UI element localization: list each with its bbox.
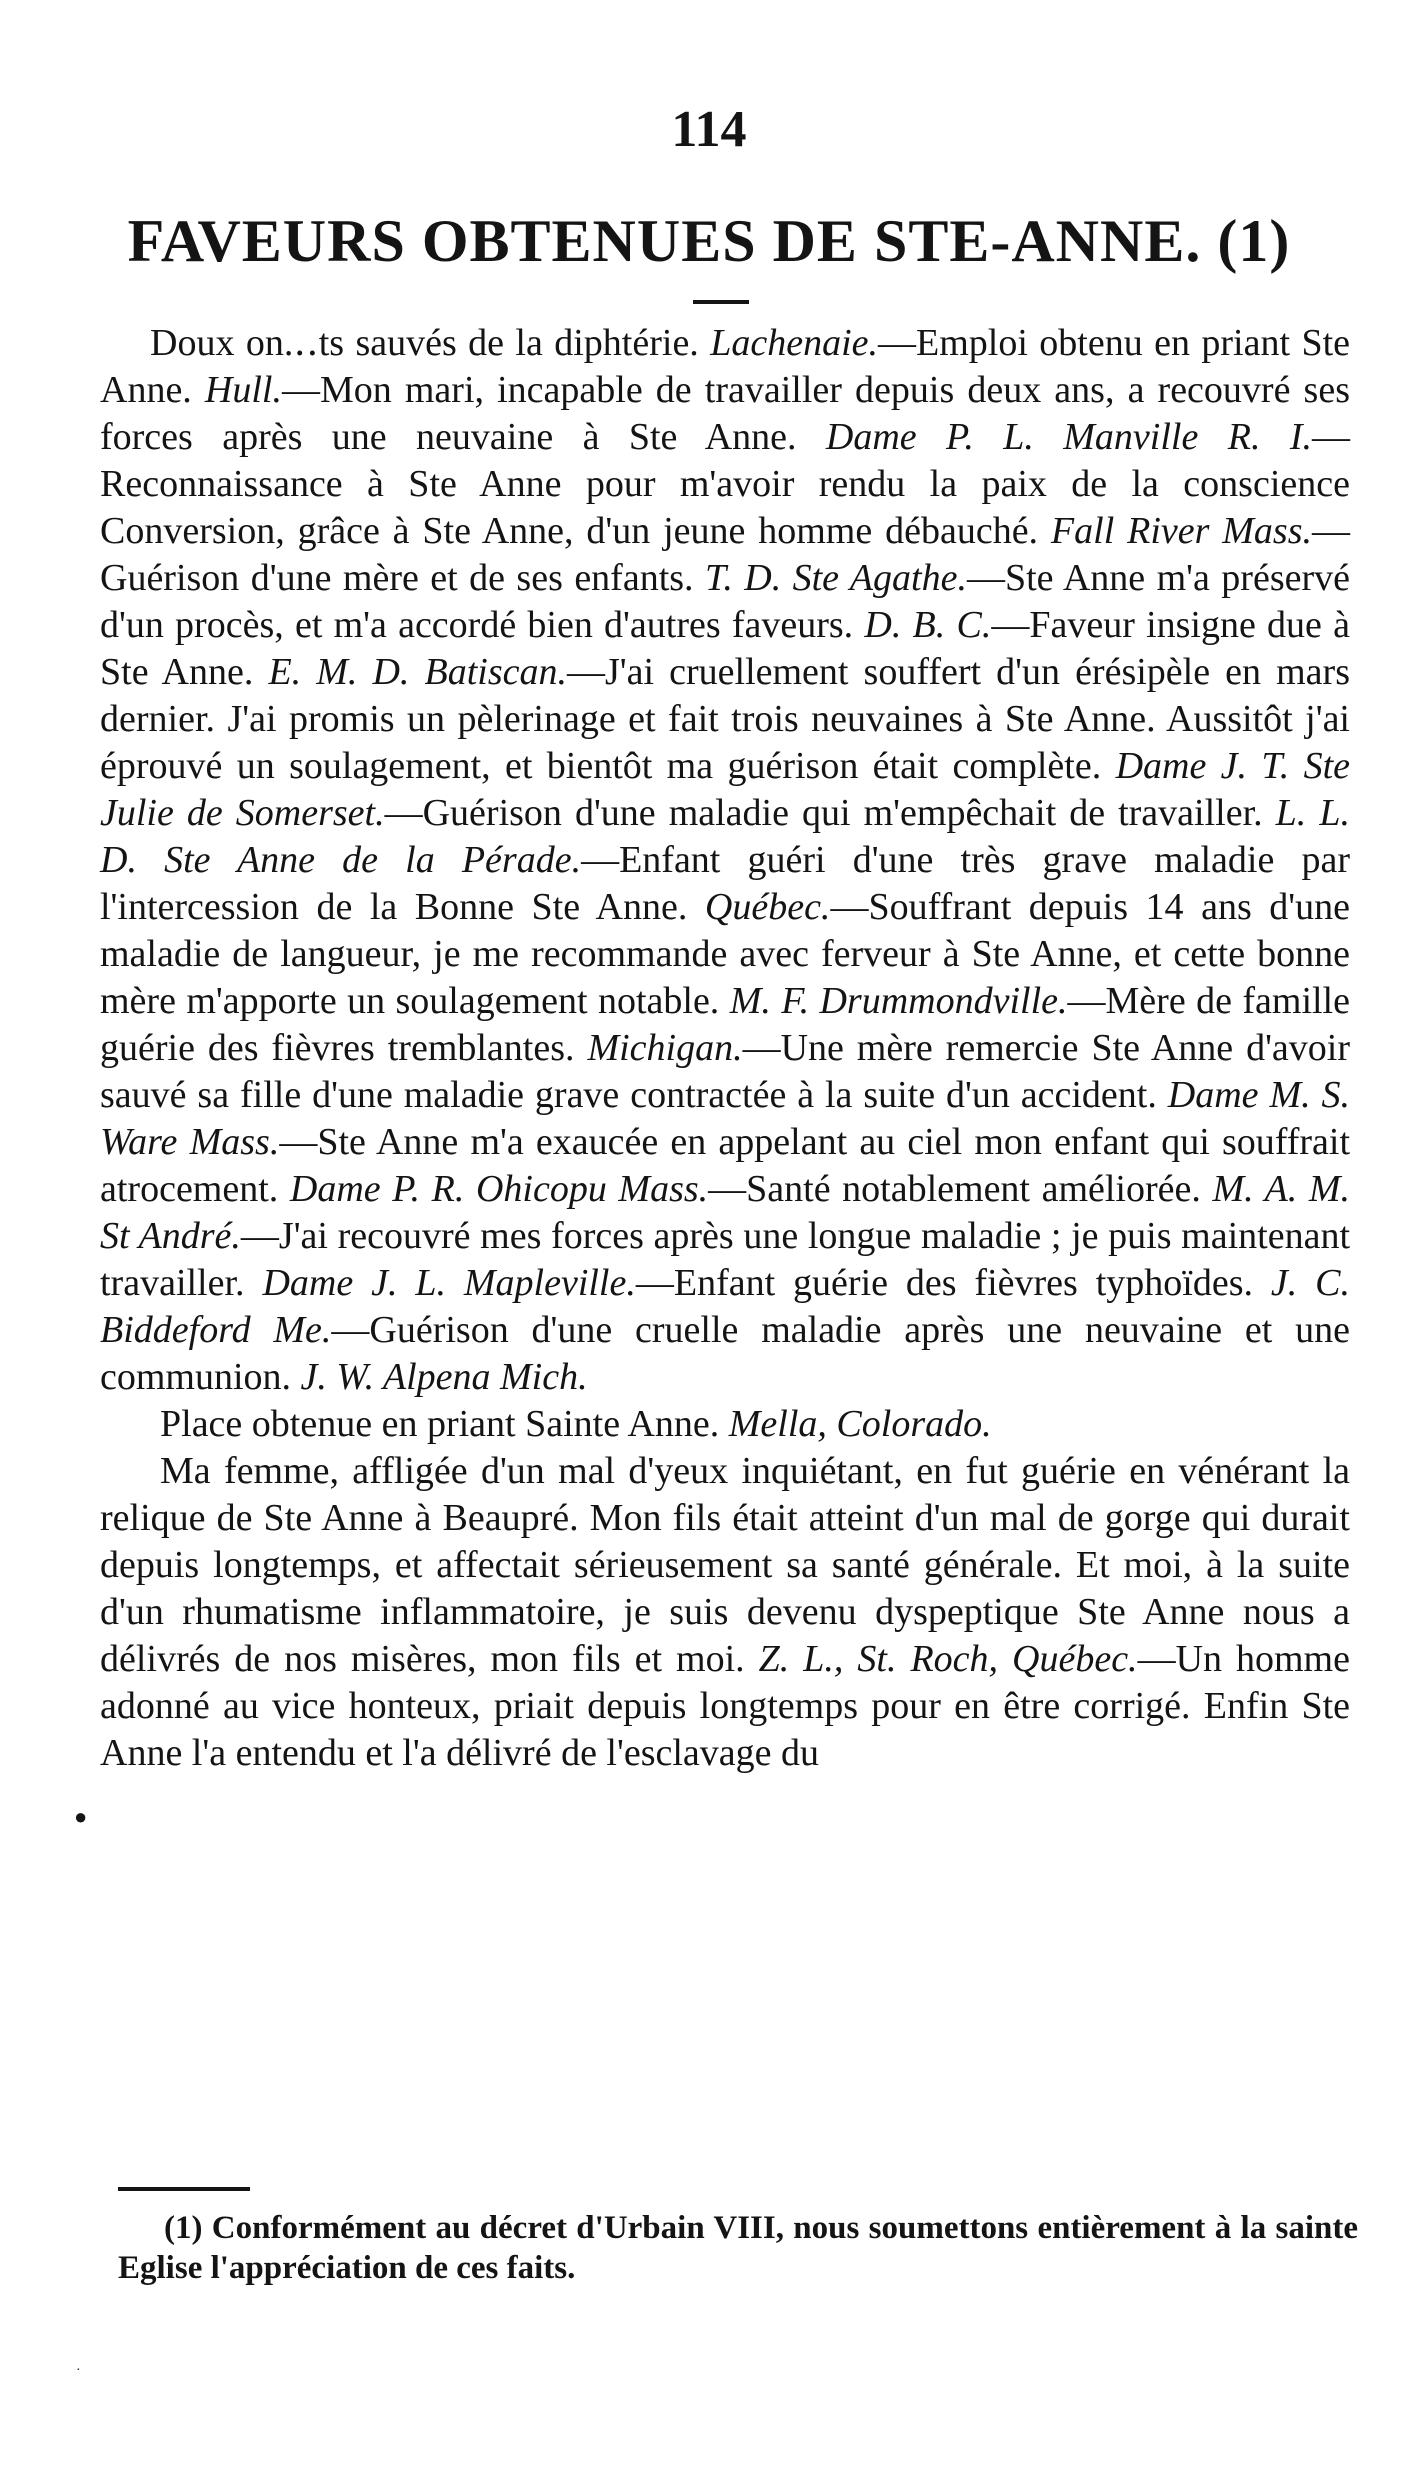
- testimony-text: —Une mère remercie Ste Anne d'avoir sauvé sa fille d'une maladie grave contractée à la suite d'un accident.: [100, 1027, 1350, 1116]
- attribution-text: Dame J. T. Ste Julie de Somerset.: [100, 745, 1350, 834]
- attribution-text: Québec.: [704, 886, 831, 928]
- attribution-text: M. F. Drummondville.: [729, 980, 1068, 1022]
- attribution-text: T. D. Ste Agathe.: [705, 557, 967, 599]
- attribution-text: J. C. Biddeford Me.: [100, 1262, 1350, 1351]
- testimony-text: —Guérison d'une maladie qui m'empêchait de travailler.: [384, 792, 1276, 834]
- attribution-text: Hull.: [204, 369, 282, 411]
- page-title: FAVEURS OBTENUES DE STE-ANNE. (1): [127, 208, 1291, 274]
- attribution-text: Mella, Colorado.: [728, 1403, 992, 1445]
- title-rule: [693, 300, 749, 304]
- testimony-text: —Reconnaissance à Ste Anne pour m'avoir rendu la paix de la conscience Conversion, grâce à Ste Anne, d'un jeune homme débauché.: [100, 416, 1350, 552]
- footnote-rule: [118, 2187, 250, 2191]
- testimony-text: —Guérison d'une mère et de ses enfants.: [100, 510, 1350, 599]
- page-number: 114: [671, 101, 747, 158]
- paragraph: [100, 320, 1350, 1401]
- paragraph: [100, 1401, 1350, 1448]
- testimony-text: —J'ai cruellement souffert d'un érésipèle en mars dernier. J'ai promis un pèlerinage et fait trois neuvaines à Ste Anne. Aussitôt j'ai éprouvé un soulagement, et bientôt ma guérison était complète.: [100, 651, 1350, 787]
- stray-dot-mark: ·: [76, 2363, 81, 2378]
- attribution-text: L. L. D. Ste Anne de la Pérade.: [100, 792, 1350, 881]
- paragraph: [100, 1448, 1350, 1777]
- testimony-text: —Souffrant depuis 14 ans d'une maladie de langueur, je me recommande avec ferveur à Ste Anne, et cette bonne mère m'apporte un soulagement notable.: [100, 886, 1350, 1022]
- testimony-text: —Santé notablement améliorée.: [708, 1168, 1213, 1210]
- testimony-text: —Enfant guérie des fièvres typhoïdes.: [635, 1262, 1271, 1304]
- attribution-text: Dame J. L. Mapleville.: [262, 1262, 636, 1304]
- testimony-text: —Ste Anne m'a préservé d'un procès, et m'a accordé bien d'autres faveurs.: [100, 557, 1350, 646]
- testimony-text: —Ste Anne m'a exaucée en appelant au ciel mon enfant qui souffrait atrocement.: [100, 1121, 1351, 1210]
- testimony-text: Doux on.‥ts sauvés de la diphtérie.: [150, 322, 711, 364]
- testimony-text: —Emploi obtenu en priant Ste Anne.: [100, 322, 1350, 411]
- testimony-text: Place obtenue en priant Sainte Anne.: [160, 1403, 729, 1445]
- testimony-text: —J'ai recouvré mes forces après une longue maladie ; je puis maintenant travailler.: [100, 1215, 1350, 1304]
- attribution-text: D. B. C.: [864, 604, 992, 646]
- testimony-text: —Faveur insigne due à Ste Anne.: [100, 604, 1350, 693]
- attribution-text: Lachenaie.: [710, 322, 879, 364]
- attribution-text: Z. L., St. Roch, Québec.: [758, 1638, 1138, 1680]
- attribution-text: E. M. D. Batiscan.: [268, 651, 567, 693]
- attribution-text: Dame P. L. Manville R. I.: [825, 416, 1312, 458]
- footnote: (1) Conformément au décret d'Urbain VIII, nous soumettons entièrement à la sainte Eglise l'appréciation de ces faits.: [118, 2210, 1358, 2286]
- attribution-text: Michigan.: [587, 1027, 743, 1069]
- testimony-text: —Un homme adonné au vice honteux, priait depuis longtemps pour en être corrigé. Enfin Ste Anne l'a entendu et l'a délivré de l'esclavage du: [100, 1638, 1350, 1774]
- margin-bullet-mark: ●: [74, 1804, 88, 1829]
- attribution-text: J. W. Alpena Mich.: [300, 1356, 588, 1398]
- testimony-text: —Mon mari, incapable de travailler depuis deux ans, a recouvré ses forces après une neuvaine à Ste Anne.: [100, 369, 1350, 458]
- attribution-text: Dame P. R. Ohicopu Mass.: [289, 1168, 709, 1210]
- attribution-text: Fall River Mass.: [1050, 510, 1312, 552]
- attribution-text: Dame M. S. Ware Mass.: [100, 1074, 1351, 1163]
- body-text: [100, 320, 1350, 1777]
- testimony-text: Ma femme, affligée d'un mal d'yeux inquiétant, en fut guérie en vénérant la relique de Ste Anne à Beaupré. Mon fils était atteint d'un mal de gorge qui durait depuis longtemps, et affectait sérieusement sa santé générale. Et moi, à la suite d'un rhumatisme inflammatoire, je suis devenu dyspeptique Ste Anne nous a délivrés de nos misères, mon fils et moi.: [100, 1450, 1350, 1680]
- testimony-text: —Mère de famille guérie des fièvres tremblantes.: [100, 980, 1350, 1069]
- testimony-text: —Guérison d'une cruelle maladie après une neuvaine et une communion.: [100, 1309, 1350, 1398]
- attribution-text: M. A. M. St André.: [100, 1168, 1350, 1257]
- testimony-text: —Enfant guéri d'une très grave maladie par l'intercession de la Bonne Ste Anne.: [100, 839, 1350, 928]
